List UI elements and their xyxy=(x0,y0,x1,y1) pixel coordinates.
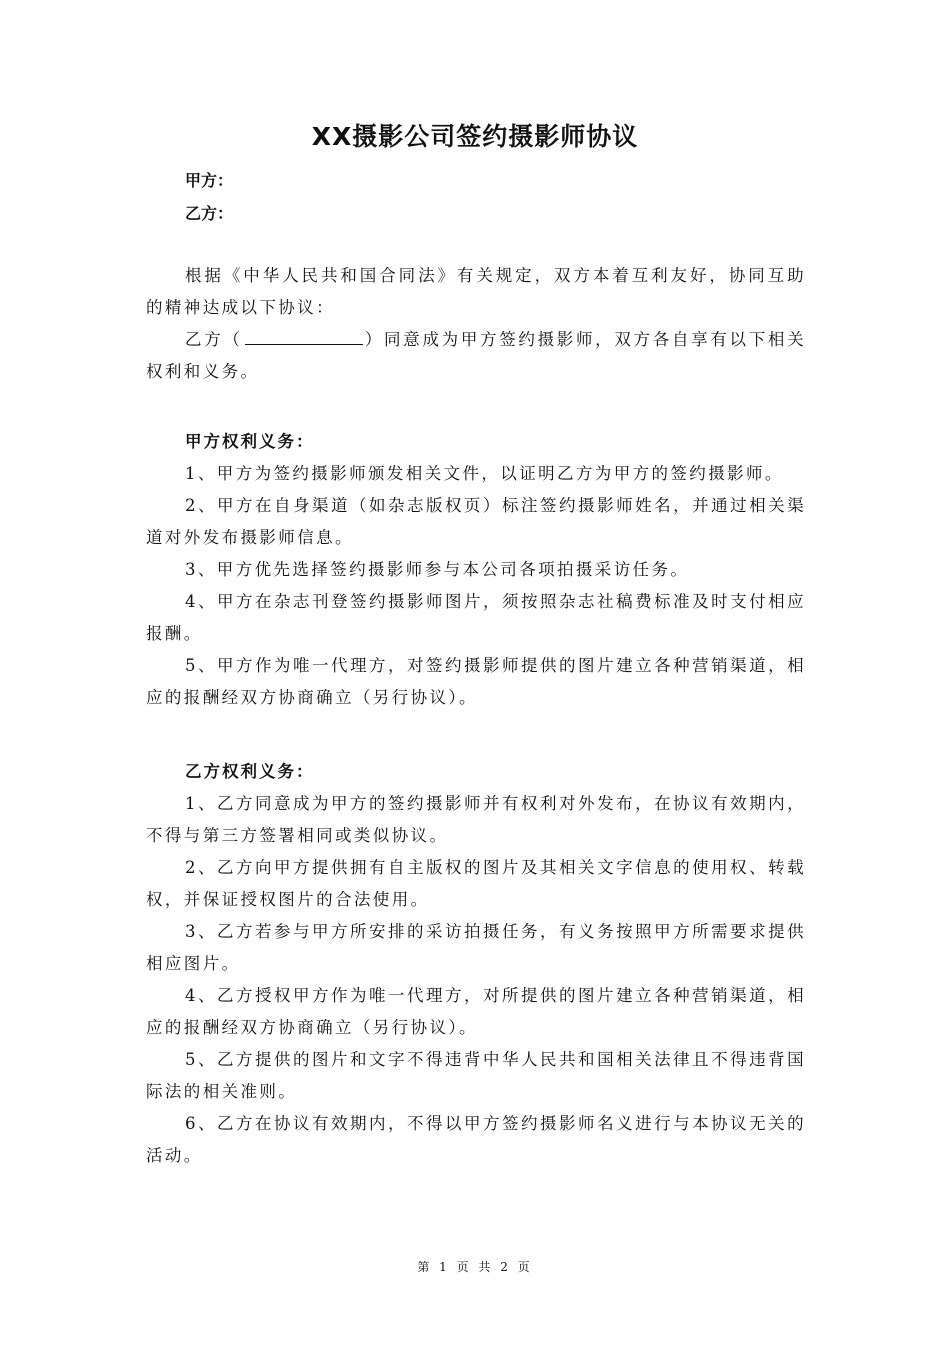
intro-paragraph: 根据《中华人民共和国合同法》有关规定，双方本着互利友好，协同互助的精神达成以下协议： xyxy=(146,266,806,317)
section-b-item: 3、乙方若参与甲方所安排的采访拍摄任务，有义务按照甲方所需要求提供相应图片。 xyxy=(146,922,806,973)
party-a-label: 甲方： xyxy=(185,171,234,190)
intro-block xyxy=(146,260,806,388)
section-a-item: 5、甲方作为唯一代理方，对签约摄影师提供的图片建立各种营销渠道，相应的报酬经双方协商确立（另行协议）。 xyxy=(146,656,806,707)
party-b-label: 乙方： xyxy=(185,204,234,223)
section-a-item: 4、甲方在杂志刊登签约摄影师图片，须按照杂志社稿费标准及时支付相应报酬。 xyxy=(146,592,806,643)
section-a-item: 1、甲方为签约摄影师颁发相关文件，以证明乙方为甲方的签约摄影师。 xyxy=(185,464,784,483)
agreement-paragraph xyxy=(146,324,806,388)
section-party-b xyxy=(146,756,806,1172)
section-b-item: 6、乙方在协议有效期内，不得以甲方签约摄影师名义进行与本协议无关的活动。 xyxy=(146,1114,806,1165)
agree-prefix: 乙方（ xyxy=(185,330,243,349)
name-blank-line xyxy=(245,330,363,345)
section-b-item: 5、乙方提供的图片和文字不得违背中华人民共和国相关法律且不得违背国际法的相关准则。 xyxy=(146,1050,806,1101)
section-b-item: 4、乙方授权甲方作为唯一代理方，对所提供的图片建立各种营销渠道，相应的报酬经双方协商确立（另行协议）。 xyxy=(146,986,806,1037)
section-b-item: 1、乙方同意成为甲方的签约摄影师并有权利对外发布，在协议有效期内，不得与第三方签署相同或类似协议。 xyxy=(146,794,806,845)
section-b-heading: 乙方权利义务： xyxy=(185,762,315,781)
section-a-item: 2、甲方在自身渠道（如杂志版权页）标注签约摄影师姓名，并通过相关渠道对外发布摄影师信息。 xyxy=(146,496,806,547)
document-title: XX摄影公司签约摄影师协议 xyxy=(311,122,639,151)
section-a-heading: 甲方权利义务： xyxy=(185,432,315,451)
section-b-item: 2、乙方向甲方提供拥有自主版权的图片及其相关文字信息的使用权、转载权，并保证授权图片的合法使用。 xyxy=(146,858,806,909)
section-a-item: 3、甲方优先选择签约摄影师参与本公司各项拍摄采访任务。 xyxy=(185,560,690,579)
agree-suffix: ）同意成为甲方签约摄影师，双方各自享有以下相关权利和义务。 xyxy=(146,330,806,381)
page-number-footer: 第 1 页 共 2 页 xyxy=(417,1260,533,1274)
section-party-a xyxy=(146,426,806,714)
